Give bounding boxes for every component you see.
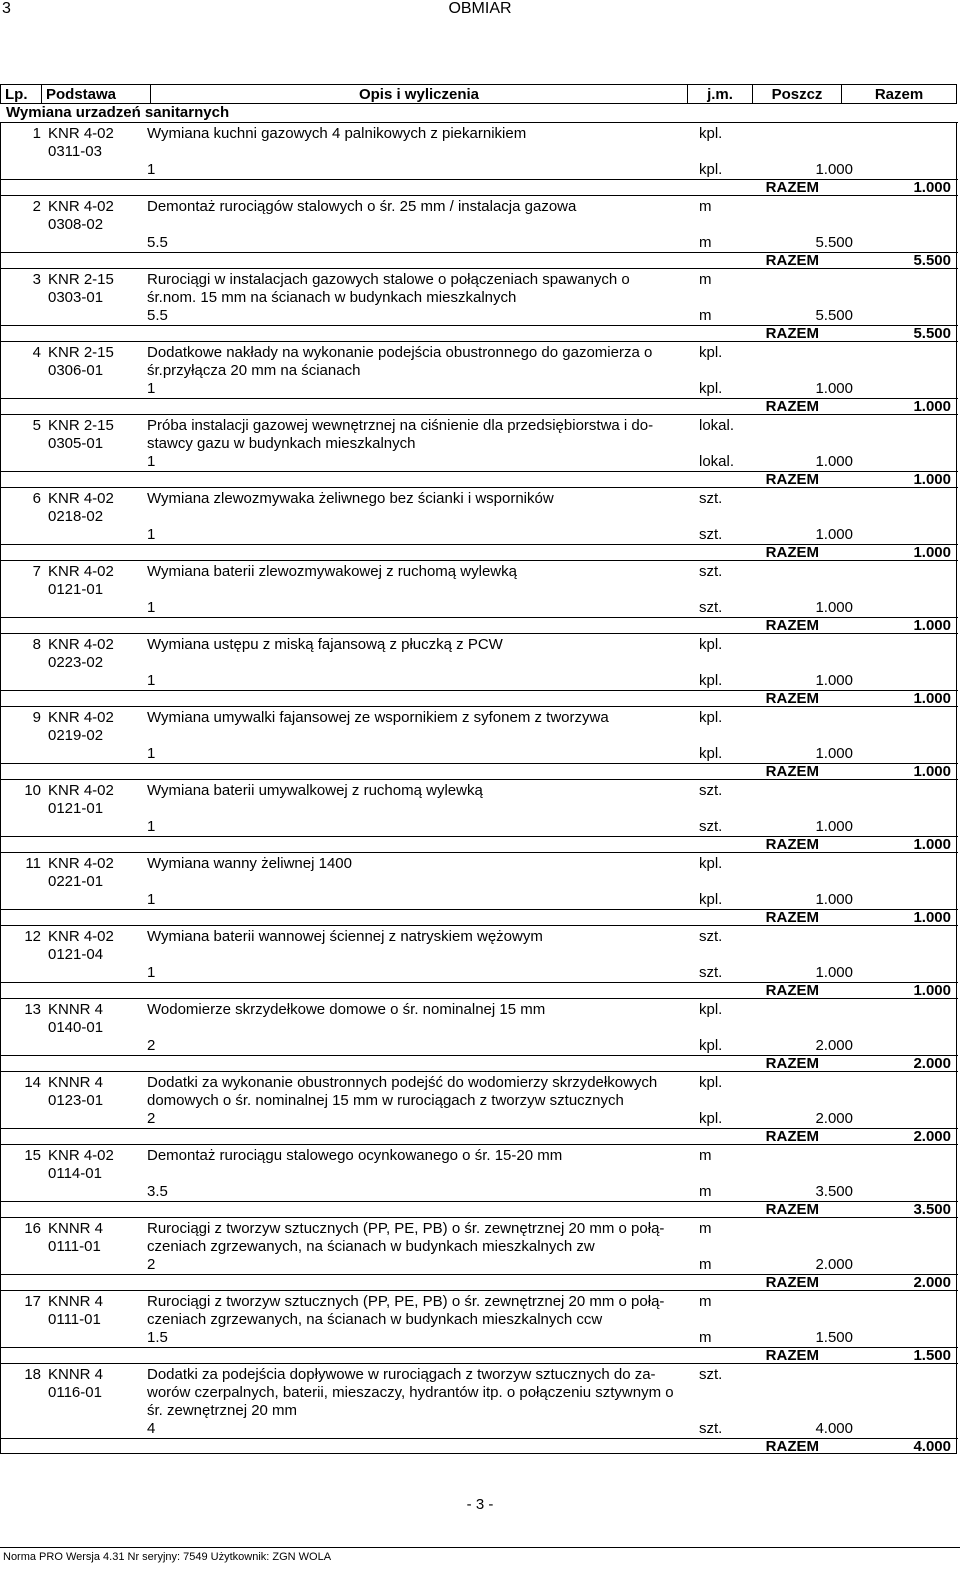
entry-value: 1.500 (815, 1329, 853, 1346)
entry-basis: KNNR 4 (48, 1366, 104, 1383)
subtotal-divider (1, 1201, 958, 1202)
col-partial: Poszcz (753, 85, 842, 104)
razem-value: 2.000 (913, 1128, 951, 1145)
entry-basis: KNR 4-02 (48, 928, 114, 945)
entry-unit: m (699, 271, 712, 288)
razem-value: 1.000 (913, 690, 951, 707)
razem-value: 1.000 (913, 544, 951, 561)
entry-quantity-unit: m (699, 1329, 712, 1346)
entry-quantity: 4 (147, 1420, 156, 1437)
razem-label: RAZEM (765, 252, 819, 269)
table-row (1, 560, 958, 634)
entry-lp: 5 (32, 417, 41, 434)
entry-basis: KNR 2-15 (48, 344, 114, 361)
razem-value: 2.000 (913, 1274, 951, 1291)
table-row (1, 341, 958, 415)
razem-value: 1.000 (913, 909, 951, 926)
table-row (1, 779, 958, 853)
entry-quantity: 3.5 (147, 1183, 168, 1200)
subtotal-divider (1, 398, 958, 399)
entry-basis-code: 0303-01 (48, 289, 104, 306)
razem-label: RAZEM (765, 617, 819, 634)
table-row (1, 633, 958, 707)
entry-quantity-unit: lokal. (699, 453, 735, 470)
entry-description: Dodatki za wykonanie obustronnych podejść do wodomierzy skrzydełkowych domowych o śr. nominalnej 15 mm w rurociągach z tworzyw sztucznych (147, 1074, 658, 1109)
entry-value: 1.000 (815, 526, 853, 543)
entry-unit: kpl. (699, 1001, 723, 1018)
entry-quantity: 5.5 (147, 307, 168, 324)
entry-quantity-unit: szt. (699, 818, 723, 835)
subtotal-divider (1, 1347, 958, 1348)
razem-label: RAZEM (765, 763, 819, 780)
entry-basis: KNNR 4 (48, 1074, 104, 1091)
entry-value: 1.000 (815, 745, 853, 762)
entry-quantity: 1 (147, 599, 156, 616)
subtotal-divider (1, 1274, 958, 1275)
razem-value: 1.500 (913, 1347, 951, 1364)
entry-value: 5.500 (815, 307, 853, 324)
entry-value: 1.000 (815, 380, 853, 397)
entry-basis: KNR 2-15 (48, 417, 114, 434)
entry-description: Wymiana umywalki fajansowej ze wspornikiem z syfonem z tworzywa (147, 709, 609, 726)
entry-description: Rurociągi w instalacjach gazowych stalowe o połączeniach spawanych o śr.nom. 15 mm na ścianach w budynkach mieszkalnych (147, 271, 630, 306)
entry-basis: KNR 4-02 (48, 782, 114, 799)
entry-basis-code: 0305-01 (48, 435, 104, 452)
entry-basis-code: 0140-01 (48, 1019, 104, 1036)
razem-value: 2.000 (913, 1055, 951, 1072)
entry-description: Demontaż rurociągów stalowych o śr. 25 mm / instalacja gazowa (147, 198, 577, 215)
col-unit: j.m. (688, 85, 753, 104)
razem-label: RAZEM (765, 1438, 819, 1455)
entry-lp: 13 (24, 1001, 41, 1018)
entry-value: 1.000 (815, 672, 853, 689)
entry-quantity-unit: m (699, 234, 712, 251)
razem-label: RAZEM (765, 1274, 819, 1291)
entry-quantity-unit: szt. (699, 526, 723, 543)
razem-label: RAZEM (765, 909, 819, 926)
entry-description: Rurociągi z tworzyw sztucznych (PP, PE, PB) o śr. zewnętrznej 20 mm o połą- czeniach zgrzewanych, na ścianach w budynkach mieszkalnych ccw (147, 1293, 665, 1328)
col-basis: Podstawa (42, 85, 151, 104)
entry-unit: kpl. (699, 125, 723, 142)
entry-basis-code: 0308-02 (48, 216, 104, 233)
entry-basis-code: 0111-01 (48, 1238, 101, 1255)
entry-description: Wymiana baterii wannowej ściennej z natryskiem wężowym (147, 928, 543, 945)
table-row (1, 268, 958, 342)
razem-label: RAZEM (765, 1128, 819, 1145)
section-title: Wymiana urzadzeń sanitarnych (6, 104, 230, 121)
entry-lp: 6 (32, 490, 41, 507)
table-row (1, 925, 958, 999)
subtotal-divider (1, 690, 958, 691)
entry-quantity-unit: szt. (699, 599, 723, 616)
subtotal-divider (1, 179, 958, 180)
entry-basis: KNR 4-02 (48, 125, 114, 142)
razem-label: RAZEM (765, 1055, 819, 1072)
entry-lp: 8 (32, 636, 41, 653)
entry-description: Próba instalacji gazowej wewnętrznej na ciśnienie dla przedsiębiorstwa i do- stawcy gazu w budynkach mieszkalnych (147, 417, 654, 452)
entry-lp: 3 (32, 271, 41, 288)
entry-lp: 17 (24, 1293, 41, 1310)
subtotal-divider (1, 1438, 958, 1439)
entry-basis: KNR 4-02 (48, 709, 114, 726)
entry-quantity: 2 (147, 1037, 156, 1054)
entry-unit: kpl. (699, 1074, 723, 1091)
footer-software: Norma PRO Wersja 4.31 Nr seryjny: 7549 Użytkownik: ZGN WOLA (3, 1551, 332, 1563)
footer-divider (0, 1547, 960, 1548)
entry-unit: szt. (699, 928, 723, 945)
entry-basis-code: 0121-01 (48, 800, 104, 817)
entry-quantity-unit: kpl. (699, 745, 723, 762)
entry-quantity-unit: kpl. (699, 672, 723, 689)
entry-basis-code: 0123-01 (48, 1092, 104, 1109)
entry-quantity: 1.5 (147, 1329, 168, 1346)
entry-unit: kpl. (699, 636, 723, 653)
razem-value: 4.000 (913, 1438, 951, 1455)
entry-basis-code: 0221-01 (48, 873, 104, 890)
razem-label: RAZEM (765, 544, 819, 561)
razem-label: RAZEM (765, 836, 819, 853)
razem-value: 5.500 (913, 325, 951, 342)
razem-value: 3.500 (913, 1201, 951, 1218)
table-row (1, 1071, 958, 1145)
table-row (1, 1217, 958, 1291)
measurement-table (0, 122, 957, 1454)
table-row (1, 852, 958, 926)
entry-unit: szt. (699, 563, 723, 580)
entry-quantity-unit: m (699, 307, 712, 324)
entry-quantity: 5.5 (147, 234, 168, 251)
razem-value: 1.000 (913, 617, 951, 634)
entry-quantity: 2 (147, 1110, 156, 1127)
razem-label: RAZEM (765, 1347, 819, 1364)
entry-lp: 10 (24, 782, 41, 799)
entry-unit: m (699, 1293, 712, 1310)
entry-value: 2.000 (815, 1256, 853, 1273)
entry-quantity: 1 (147, 526, 156, 543)
entry-unit: kpl. (699, 855, 723, 872)
razem-value: 1.000 (913, 398, 951, 415)
subtotal-divider (1, 544, 958, 545)
entry-lp: 18 (24, 1366, 41, 1383)
table-row (1, 122, 958, 196)
entry-description: Demontaż rurociągu stalowego ocynkowanego o śr. 15-20 mm (147, 1147, 563, 1164)
table-row (1, 195, 958, 269)
entry-unit: kpl. (699, 344, 723, 361)
entry-unit: kpl. (699, 709, 723, 726)
entry-quantity: 1 (147, 891, 156, 908)
entry-quantity-unit: m (699, 1256, 712, 1273)
entry-quantity-unit: kpl. (699, 161, 723, 178)
entry-basis: KNNR 4 (48, 1220, 104, 1237)
entry-quantity: 1 (147, 672, 156, 689)
entry-quantity: 1 (147, 745, 156, 762)
subtotal-divider (1, 471, 958, 472)
subtotal-divider (1, 982, 958, 983)
col-desc: Opis i wyliczenia (151, 85, 688, 104)
entry-value: 1.000 (815, 161, 853, 178)
razem-label: RAZEM (765, 179, 819, 196)
page-number: 3 (2, 0, 11, 17)
entry-basis-code: 0223-02 (48, 654, 104, 671)
entry-description: Wymiana zlewozmywaka żeliwnego bez ścianki i wsporników (147, 490, 554, 507)
entry-unit: lokal. (699, 417, 735, 434)
entry-quantity: 1 (147, 818, 156, 835)
entry-value: 2.000 (815, 1037, 853, 1054)
subtotal-divider (1, 1128, 958, 1129)
entry-description: Wymiana kuchni gazowych 4 palnikowych z piekarnikiem (147, 125, 527, 142)
entry-lp: 9 (32, 709, 41, 726)
column-header (0, 84, 957, 104)
page-title: OBMIAR (448, 0, 512, 17)
razem-label: RAZEM (765, 982, 819, 999)
entry-value: 4.000 (815, 1420, 853, 1437)
entry-value: 1.000 (815, 599, 853, 616)
entry-lp: 11 (25, 855, 41, 872)
entry-basis-code: 0219-02 (48, 727, 104, 744)
entry-basis: KNR 4-02 (48, 855, 114, 872)
entry-lp: 7 (32, 563, 41, 580)
entry-basis-code: 0121-04 (48, 946, 104, 963)
razem-label: RAZEM (765, 325, 819, 342)
table-row (1, 998, 958, 1072)
entry-quantity-unit: szt. (699, 964, 723, 981)
entry-unit: m (699, 1147, 712, 1164)
entry-unit: m (699, 198, 712, 215)
subtotal-divider (1, 909, 958, 910)
entry-basis-code: 0306-01 (48, 362, 104, 379)
footer-page-number: - 3 - (466, 1496, 494, 1513)
entry-lp: 2 (32, 198, 41, 215)
entry-basis: KNR 4-02 (48, 563, 114, 580)
razem-label: RAZEM (765, 1201, 819, 1218)
entry-lp: 14 (24, 1074, 41, 1091)
entry-basis-code: 0218-02 (48, 508, 104, 525)
subtotal-divider (1, 617, 958, 618)
razem-value: 1.000 (913, 179, 951, 196)
entry-value: 1.000 (815, 453, 853, 470)
subtotal-divider (1, 836, 958, 837)
entry-basis-code: 0116-01 (48, 1384, 102, 1401)
table-row (1, 1363, 958, 1455)
entry-basis-code: 0121-01 (48, 581, 104, 598)
entry-description: Wymiana baterii umywalkowej z ruchomą wylewką (147, 782, 483, 799)
entry-quantity-unit: kpl. (699, 1110, 723, 1127)
entry-lp: 4 (32, 344, 41, 361)
entry-lp: 12 (24, 928, 41, 945)
table-row (1, 1144, 958, 1218)
entry-lp: 16 (24, 1220, 41, 1237)
entry-value: 1.000 (815, 891, 853, 908)
razem-value: 1.000 (913, 836, 951, 853)
entry-basis-code: 0311-03 (48, 143, 102, 160)
entry-description: Wymiana wanny żeliwnej 1400 (147, 855, 352, 872)
subtotal-divider (1, 325, 958, 326)
entry-value: 2.000 (815, 1110, 853, 1127)
entry-basis: KNNR 4 (48, 1293, 104, 1310)
entry-quantity-unit: kpl. (699, 1037, 723, 1054)
entry-quantity-unit: szt. (699, 1420, 723, 1437)
col-total: Razem (842, 85, 957, 104)
entry-basis: KNR 4-02 (48, 636, 114, 653)
entry-quantity-unit: kpl. (699, 891, 723, 908)
table-row (1, 1290, 958, 1364)
entry-description: Dodatki za podejścia dopływowe w rurociągach z tworzyw sztucznych do za- worów czerpalnych, baterii, mieszaczy, hydrantów itp. o połączeniu sztywnym o śr. zewnętrznej 20 mm (147, 1366, 674, 1419)
entry-value: 3.500 (815, 1183, 853, 1200)
entry-quantity: 1 (147, 453, 156, 470)
entry-basis: KNR 4-02 (48, 198, 114, 215)
entry-basis: KNNR 4 (48, 1001, 104, 1018)
entry-value: 5.500 (815, 234, 853, 251)
entry-value: 1.000 (815, 818, 853, 835)
razem-label: RAZEM (765, 690, 819, 707)
razem-label: RAZEM (765, 471, 819, 488)
subtotal-divider (1, 252, 958, 253)
entry-quantity: 1 (147, 161, 156, 178)
entry-basis: KNR 2-15 (48, 271, 114, 288)
table-row (1, 414, 958, 488)
entry-description: Wymiana baterii zlewozmywakowej z ruchomą wylewką (147, 563, 517, 580)
entry-quantity: 1 (147, 380, 156, 397)
razem-label: RAZEM (765, 398, 819, 415)
entry-basis: KNR 4-02 (48, 1147, 114, 1164)
entry-value: 1.000 (815, 964, 853, 981)
entry-unit: m (699, 1220, 712, 1237)
entry-unit: szt. (699, 1366, 723, 1383)
col-lp: Lp. (1, 85, 42, 104)
entry-basis: KNR 4-02 (48, 490, 114, 507)
table-row (1, 487, 958, 561)
table-row (1, 706, 958, 780)
entry-description: Wymiana ustępu z miską fajansową z płuczką z PCW (147, 636, 503, 653)
entry-description: Dodatkowe nakłady na wykonanie podejścia obustronnego do gazomierza o śr.przyłącza 20 mm na ścianach (147, 344, 653, 379)
entry-description: Rurociągi z tworzyw sztucznych (PP, PE, PB) o śr. zewnętrznej 20 mm o połą- czeniach zgrzewanych, na ścianach w budynkach mieszkalnych zw (147, 1220, 665, 1255)
subtotal-divider (1, 763, 958, 764)
entry-unit: szt. (699, 782, 723, 799)
entry-lp: 1 (32, 125, 41, 142)
entry-unit: szt. (699, 490, 723, 507)
razem-value: 1.000 (913, 982, 951, 999)
entry-quantity-unit: kpl. (699, 380, 723, 397)
entry-description: Wodomierze skrzydełkowe domowe o śr. nominalnej 15 mm (147, 1001, 546, 1018)
subtotal-divider (1, 1055, 958, 1056)
entry-quantity-unit: m (699, 1183, 712, 1200)
entry-basis-code: 0111-01 (48, 1311, 101, 1328)
razem-value: 1.000 (913, 471, 951, 488)
entry-lp: 15 (24, 1147, 41, 1164)
entry-basis-code: 0114-01 (48, 1165, 102, 1182)
razem-value: 1.000 (913, 763, 951, 780)
entry-quantity: 2 (147, 1256, 156, 1273)
entry-quantity: 1 (147, 964, 156, 981)
razem-value: 5.500 (913, 252, 951, 269)
